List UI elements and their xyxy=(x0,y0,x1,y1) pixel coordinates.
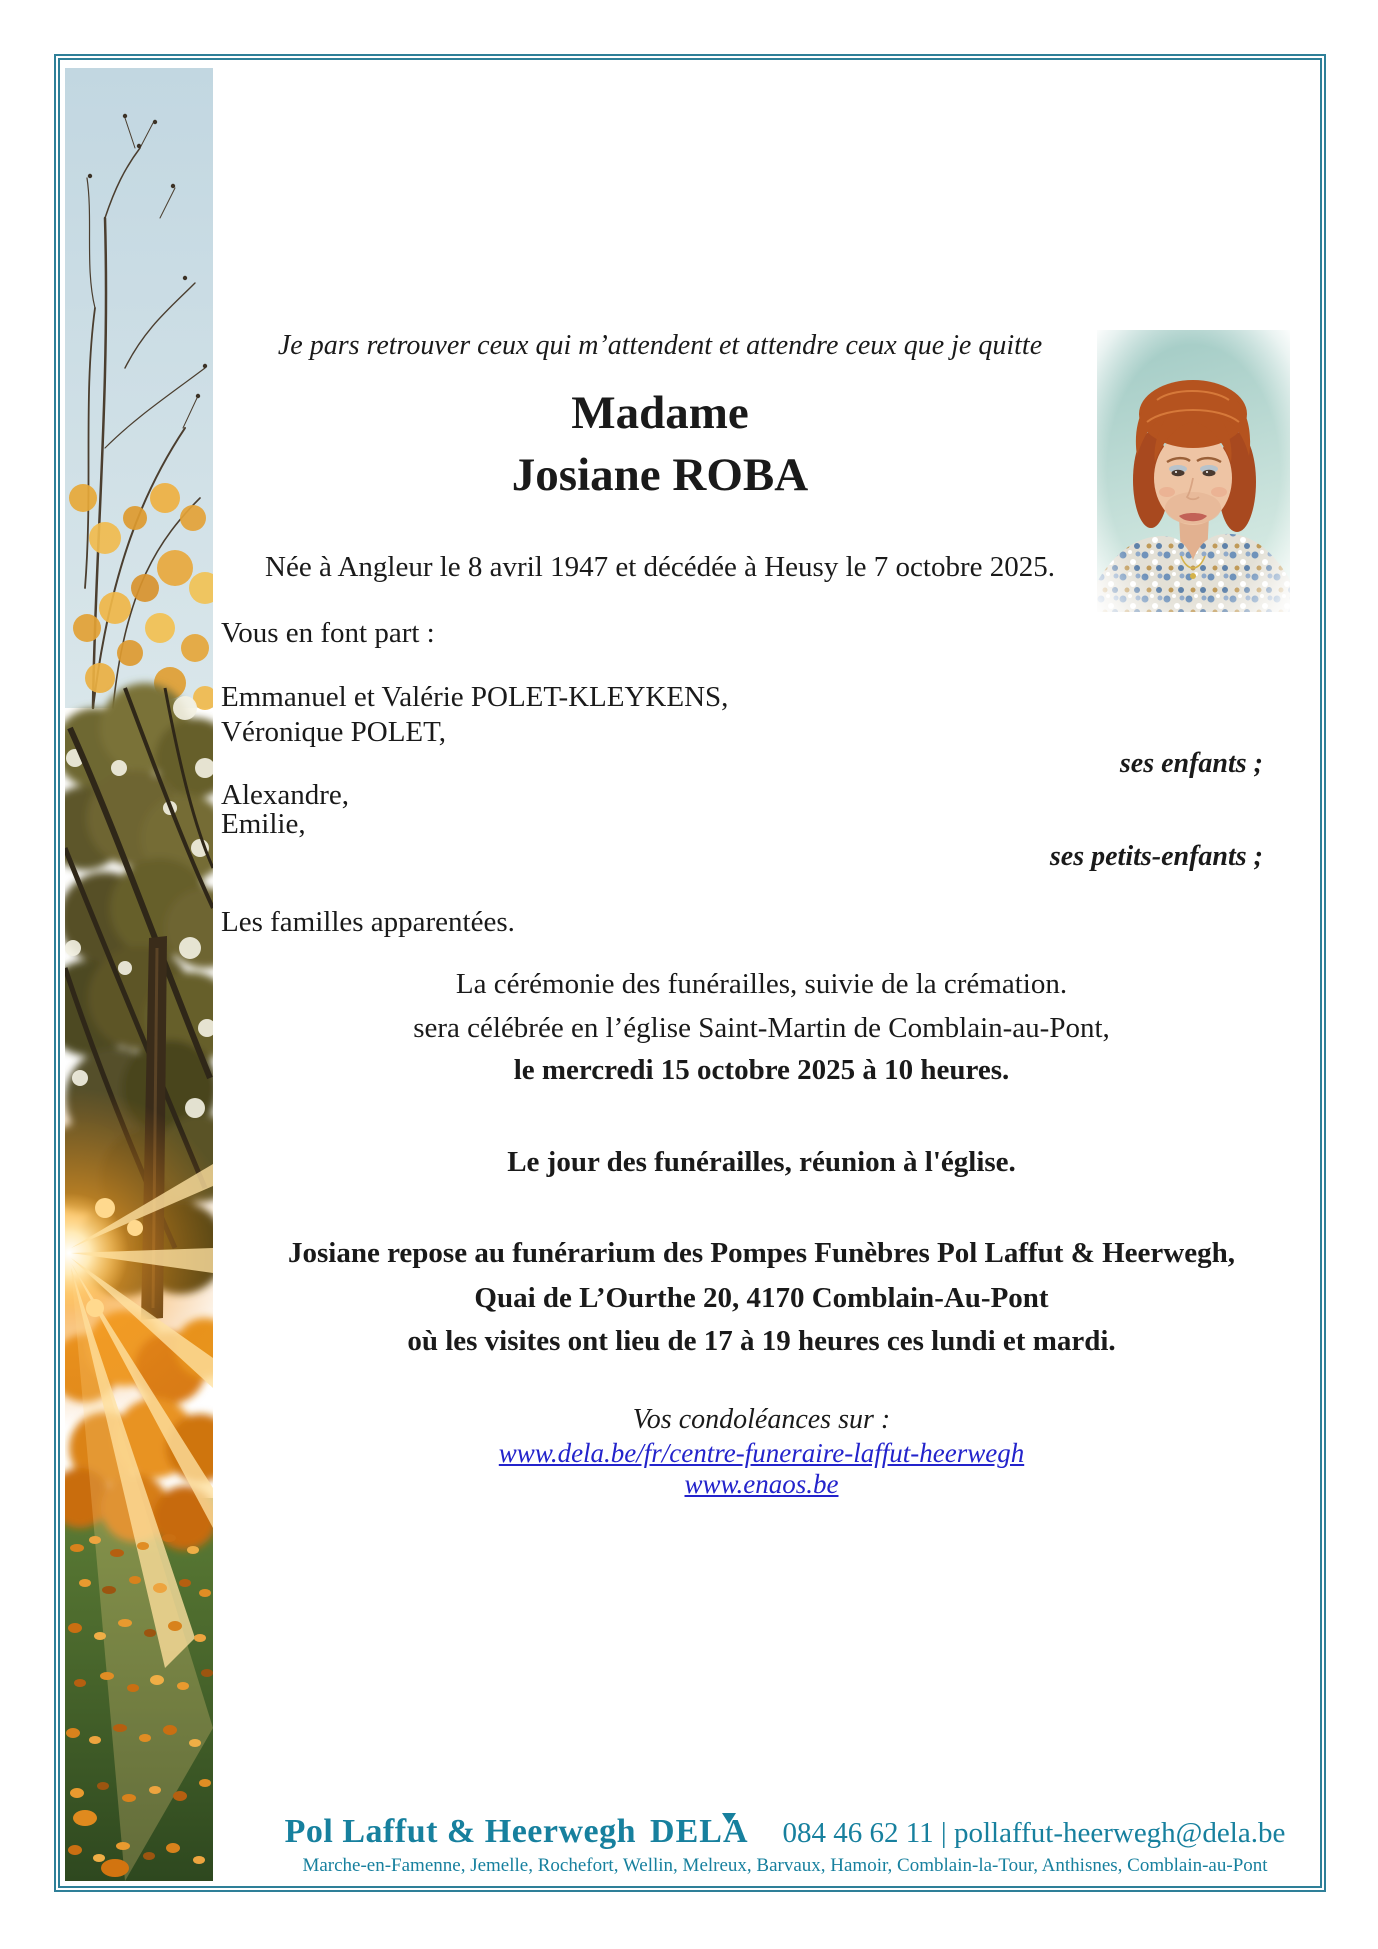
grandchild-line: Emilie, xyxy=(221,808,306,840)
dela-logo-text: DELA xyxy=(650,1813,749,1850)
announcement-intro: Vous en font part : xyxy=(221,617,435,649)
child-line: Emmanuel et Valérie POLET-KLEYKENS, xyxy=(221,681,729,713)
children-label: ses enfants ; xyxy=(1119,748,1263,779)
deceased-name: Josiane ROBA xyxy=(511,449,809,501)
footer-contact: 084 46 62 11 | pollaffut-heerwegh@dela.be xyxy=(782,1817,1286,1849)
repose-line-3: où les visites ont lieu de 17 à 19 heures ces lundi et mardi. xyxy=(407,1325,1116,1357)
footer-brand-line xyxy=(250,1813,1320,1851)
funeral-home-name: Pol Laffut & Heerwegh xyxy=(284,1813,637,1850)
grandchildren-label: ses petits-enfants ; xyxy=(1049,841,1263,872)
dela-flag-icon xyxy=(722,1813,736,1824)
deceased-title: Madame xyxy=(571,387,749,439)
reunion-line: Le jour des funérailles, réunion à l'église. xyxy=(507,1146,1016,1178)
repose-line-2: Quai de L’Ourthe 20, 4170 Comblain-Au-Pont xyxy=(474,1282,1049,1314)
ceremony-line-1: La cérémonie des funérailles, suivie de la crémation. xyxy=(455,968,1068,1000)
grandchild-line: Alexandre, xyxy=(221,779,350,811)
ceremony-date-line: le mercredi 15 octobre 2025 à 10 heures. xyxy=(513,1054,1010,1086)
footer-locations: Marche-en-Famenne, Jemelle, Rochefort, Wellin, Melreux, Barvaux, Hamoir, Comblain-la-Tour, Anthisnes, Comblain-au-Pont xyxy=(302,1855,1268,1876)
autumn-sidebar-image xyxy=(65,68,213,1881)
condolences-link-dela[interactable]: www.dela.be/fr/centre-funeraire-laffut-heerwegh xyxy=(498,1438,1025,1468)
deceased-portrait-photo xyxy=(1097,330,1290,612)
child-line: Véronique POLET, xyxy=(221,716,446,748)
families-line: Les familles apparentées. xyxy=(221,906,515,938)
repose-line-1: Josiane repose au funérarium des Pompes Funèbres Pol Laffut & Heerwegh, xyxy=(287,1237,1235,1269)
life-dates: Née à Angleur le 8 avril 1947 et décédée à Heusy le 7 octobre 2025. xyxy=(265,551,1055,583)
condolences-label: Vos condoléances sur : xyxy=(632,1404,891,1435)
epigraph: Je pars retrouver ceux qui m’attendent et attendre ceux que je quitte xyxy=(277,330,1043,361)
condolences-link-enaos[interactable]: www.enaos.be xyxy=(684,1469,839,1499)
ceremony-line-2: sera célébrée en l’église Saint-Martin de Comblain-au-Pont, xyxy=(413,1012,1110,1044)
dela-logo xyxy=(650,1813,748,1851)
